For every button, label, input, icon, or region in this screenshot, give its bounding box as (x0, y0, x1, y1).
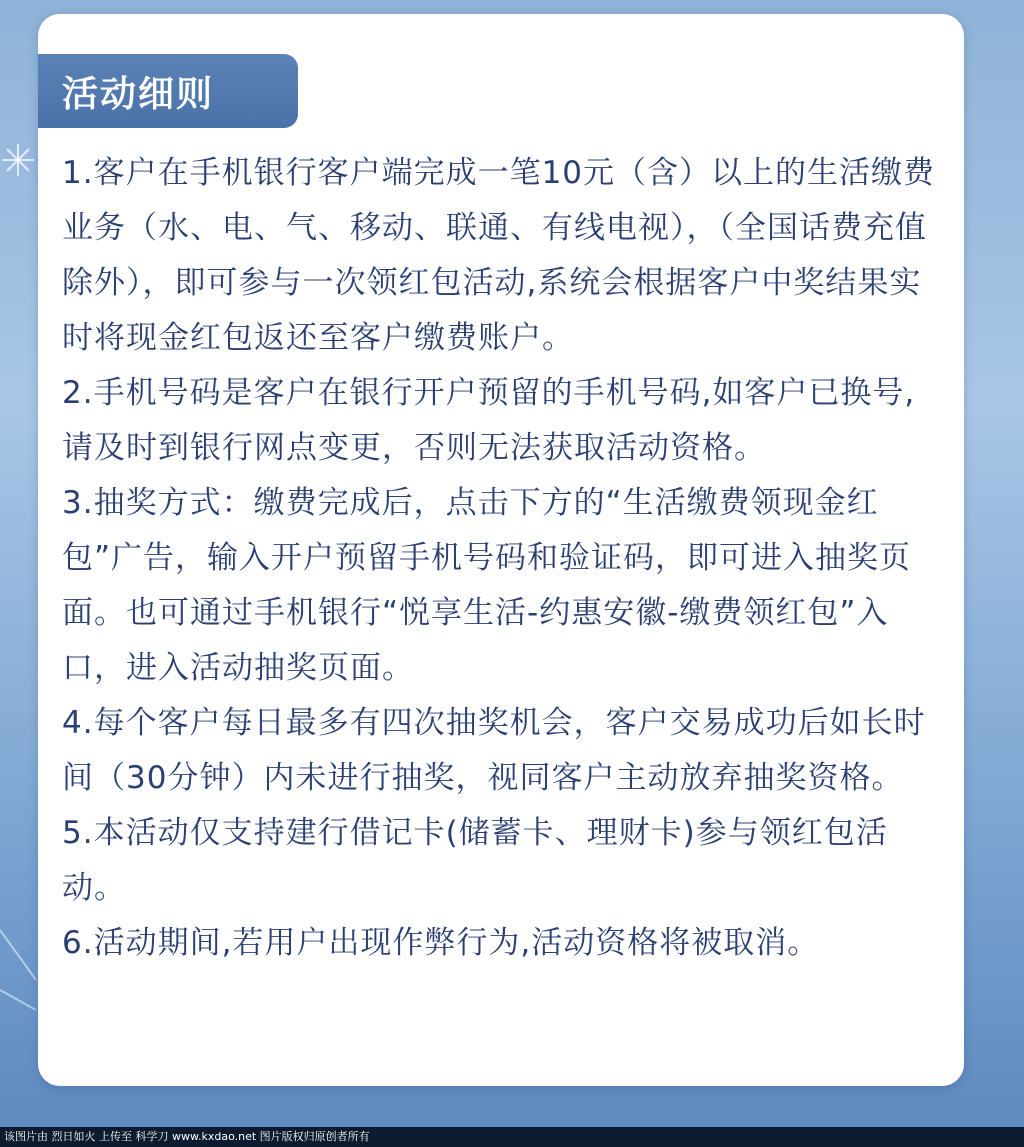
rules-list (62, 146, 946, 971)
watermark-footer: 该图片由 烈日如火 上传至 科学刀 www.kxdao.net 图片版权归原创者所有 (0, 1127, 1024, 1147)
rule-item: 1.客户在手机银行客户端完成一笔10元（含）以上的生活缴费业务（水、电、气、移动、联通、有线电视），（全国话费充值除外），即可参与一次领红包活动,系统会根据客户中奖结果实时将现金红包返还至客户缴费账户。 (62, 155, 936, 356)
rule-item: 3.抽奖方式：缴费完成后，点击下方的“生活缴费领现金红包”广告，输入开户预留手机号码和验证码，即可进入抽奖页面。也可通过手机银行“悦享生活-约惠安徽-缴费领红包”入口，进入活动抽奖页面。 (62, 485, 912, 686)
rule-item: 5.本活动仅支持建行借记卡(储蓄卡、理财卡)参与领红包活动。 (62, 815, 888, 906)
rule-item: 2.手机号码是客户在银行开户预留的手机号码,如客户已换号,请及时到银行网点变更，否则无法获取活动资格。 (62, 375, 916, 466)
title-tab (38, 54, 298, 128)
rule-item: 6.活动期间,若用户出现作弊行为,活动资格将被取消。 (62, 925, 820, 961)
page-title: 活动细则 (62, 73, 215, 115)
rule-item: 4.每个客户每日最多有四次抽奖机会，客户交易成功后如长时间（30分钟）内未进行抽奖，视同客户主动放弃抽奖资格。 (62, 705, 926, 796)
